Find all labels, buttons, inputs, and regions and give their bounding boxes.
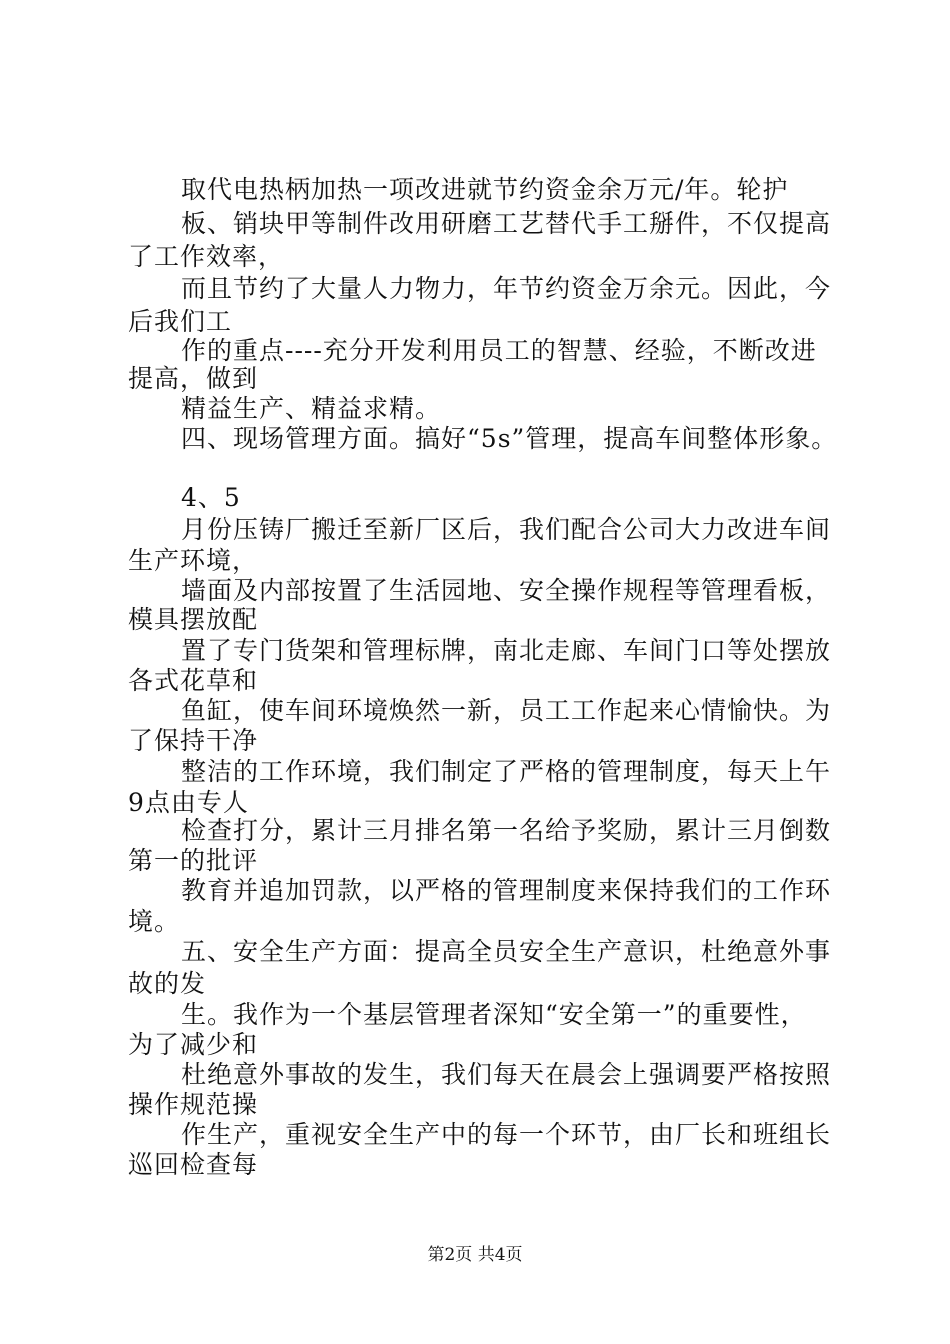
text-line: 操作规范操 (128, 1090, 259, 1119)
text-line: 鱼缸，使车间环境焕然一新，员工工作起来心情愉快。为 (181, 696, 832, 725)
text-line: 教育并追加罚款，以严格的管理制度来保持我们的工作环 (181, 876, 832, 905)
text-line: 为了减少和 (128, 1030, 259, 1059)
text-line: 第一的批评 (128, 846, 259, 875)
text-line: 五、安全生产方面：提高全员安全生产意识，杜绝意外事 (181, 937, 832, 966)
text-line: 取代电热柄加热一项改进就节约资金余万元/年。轮护 (181, 175, 789, 204)
text-line: 生。我作为一个基层管理者深知“安全第一”的重要性， (181, 1000, 807, 1029)
text-line: 了保持干净 (128, 726, 259, 755)
text-line: 作的重点----充分开发利用员工的智慧、经验，不断改进 (181, 336, 817, 365)
text-line: 检查打分，累计三月排名第一名给予奖励，累计三月倒数 (181, 816, 832, 845)
text-line: 4、5 (181, 483, 241, 512)
text-line: 置了专门货架和管理标牌，南北走廊、车间门口等处摆放 (181, 636, 832, 665)
text-line: 提高，做到 (128, 364, 259, 393)
text-line: 整洁的工作环境，我们制定了严格的管理制度，每天上午 (181, 757, 832, 786)
text-line: 板、销块甲等制件改用研磨工艺替代手工掰件，不仅提高 (181, 209, 832, 238)
text-line: 作生产，重视安全生产中的每一个环节，由厂长和班组长 (181, 1120, 832, 1149)
text-line: 模具摆放配 (128, 605, 259, 634)
text-line: 墙面及内部按置了生活园地、安全操作规程等管理看板， (181, 576, 832, 605)
text-line: 境。 (128, 907, 181, 936)
text-line: 杜绝意外事故的发生，我们每天在晨会上强调要严格按照 (181, 1060, 832, 1089)
text-line: 9点由专人 (128, 788, 249, 817)
text-line: 四、现场管理方面。搞好“5s”管理，提高车间整体形象。 (181, 424, 838, 453)
text-line: 巡回检查每 (128, 1150, 259, 1179)
text-line: 故的发 (128, 969, 207, 998)
text-line: 了工作效率， (128, 242, 285, 271)
text-line: 生产环境， (128, 546, 259, 575)
text-line: 后我们工 (128, 307, 233, 336)
text-line: 而且节约了大量人力物力，年节约资金万余元。因此，今 (181, 274, 832, 303)
text-line: 精益生产、精益求精。 (181, 394, 442, 423)
text-line: 各式花草和 (128, 666, 259, 695)
page-footer: 第2页 共4页 (427, 1245, 523, 1265)
text-line: 月份压铸厂搬迁至新厂区后，我们配合公司大力改进车间 (181, 515, 832, 544)
